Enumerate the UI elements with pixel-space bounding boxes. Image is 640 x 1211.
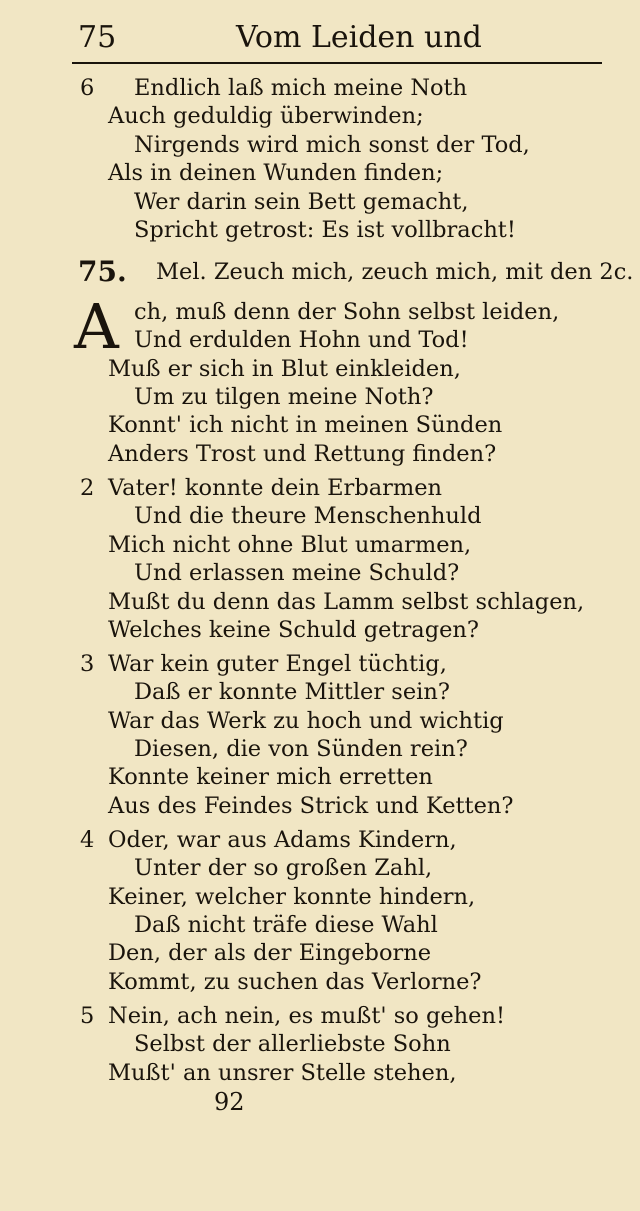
verse-line: Und erlassen meine Schuld? [134, 560, 460, 586]
page-number: 75 [78, 20, 117, 55]
drop-initial: A [74, 290, 119, 363]
verse-line: Diesen, die von Sünden rein? [134, 736, 468, 762]
melody-indication: Mel. Zeuch mich, zeuch mich, mit den 2c. [156, 259, 634, 285]
verse-number: 3 [80, 651, 95, 677]
verse-line: Daß nicht träfe diese Wahl [134, 912, 438, 938]
verse-line: Mich nicht ohne Blut umarmen, [108, 532, 472, 558]
verse-line: Selbst der allerliebste Sohn [134, 1031, 451, 1057]
verse-line: Konnte keiner mich erretten [108, 764, 433, 790]
verse-line: Unter der so großen Zahl, [134, 855, 433, 881]
verse-line: Aus des Feindes Strick und Ketten? [108, 793, 514, 819]
verse-line: Mußt du denn das Lamm selbst schlagen, [108, 589, 585, 615]
verse-line: Und erdulden Hohn und Tod! [134, 327, 469, 353]
verse-line: Den, der als der Eingeborne [108, 940, 432, 966]
verse-line: Daß er konnte Mittler sein? [134, 679, 450, 705]
verse-number: 2 [80, 475, 95, 501]
verse-line: ch, muß denn der Sohn selbst leiden, [134, 299, 560, 325]
verse-line: Als in deinen Wunden finden; [108, 160, 444, 186]
verse-line: War kein guter Engel tüchtig, [108, 651, 447, 677]
verse-line: Konnt' ich nicht in meinen Sünden [108, 412, 503, 438]
hymn-number: 75. [78, 255, 127, 288]
verse-line: Anders Trost und Rettung finden? [108, 441, 497, 467]
verse-line: Keiner, welcher konnte hindern, [108, 884, 476, 910]
running-title: Vom Leiden und [236, 20, 482, 55]
verse-line: Endlich laß mich meine Noth [134, 75, 468, 101]
verse-line: Muß er sich in Blut einkleiden, [108, 356, 461, 382]
header-rule [72, 62, 602, 64]
verse-number: 5 [80, 1003, 95, 1029]
verse-line: Auch geduldig überwinden; [108, 103, 424, 129]
verse-line: Spricht getrost: Es ist vollbracht! [134, 217, 516, 243]
verse-line: Wer darin sein Bett gemacht, [134, 189, 469, 215]
verse-line: War das Werk zu hoch und wichtig [108, 708, 504, 734]
verse-number: 4 [80, 827, 95, 853]
verse-number: 6 [80, 75, 95, 101]
verse-line: Und die theure Menschenhuld [134, 503, 482, 529]
verse-line: Nirgends wird mich sonst der Tod, [134, 132, 530, 158]
verse-line: Welches keine Schuld getragen? [108, 617, 479, 643]
verse-line: Mußt' an unsrer Stelle stehen, [108, 1060, 457, 1086]
verse-line: Kommt, zu suchen das Verlorne? [108, 969, 482, 995]
verse-line: Um zu tilgen meine Noth? [134, 384, 434, 410]
verse-line: Vater! konnte dein Erbarmen [108, 475, 443, 501]
verse-line: Oder, war aus Adams Kindern, [108, 827, 457, 853]
printer-signature: 92 [214, 1088, 245, 1116]
verse-line: Nein, ach nein, es mußt' so gehen! [108, 1003, 506, 1029]
